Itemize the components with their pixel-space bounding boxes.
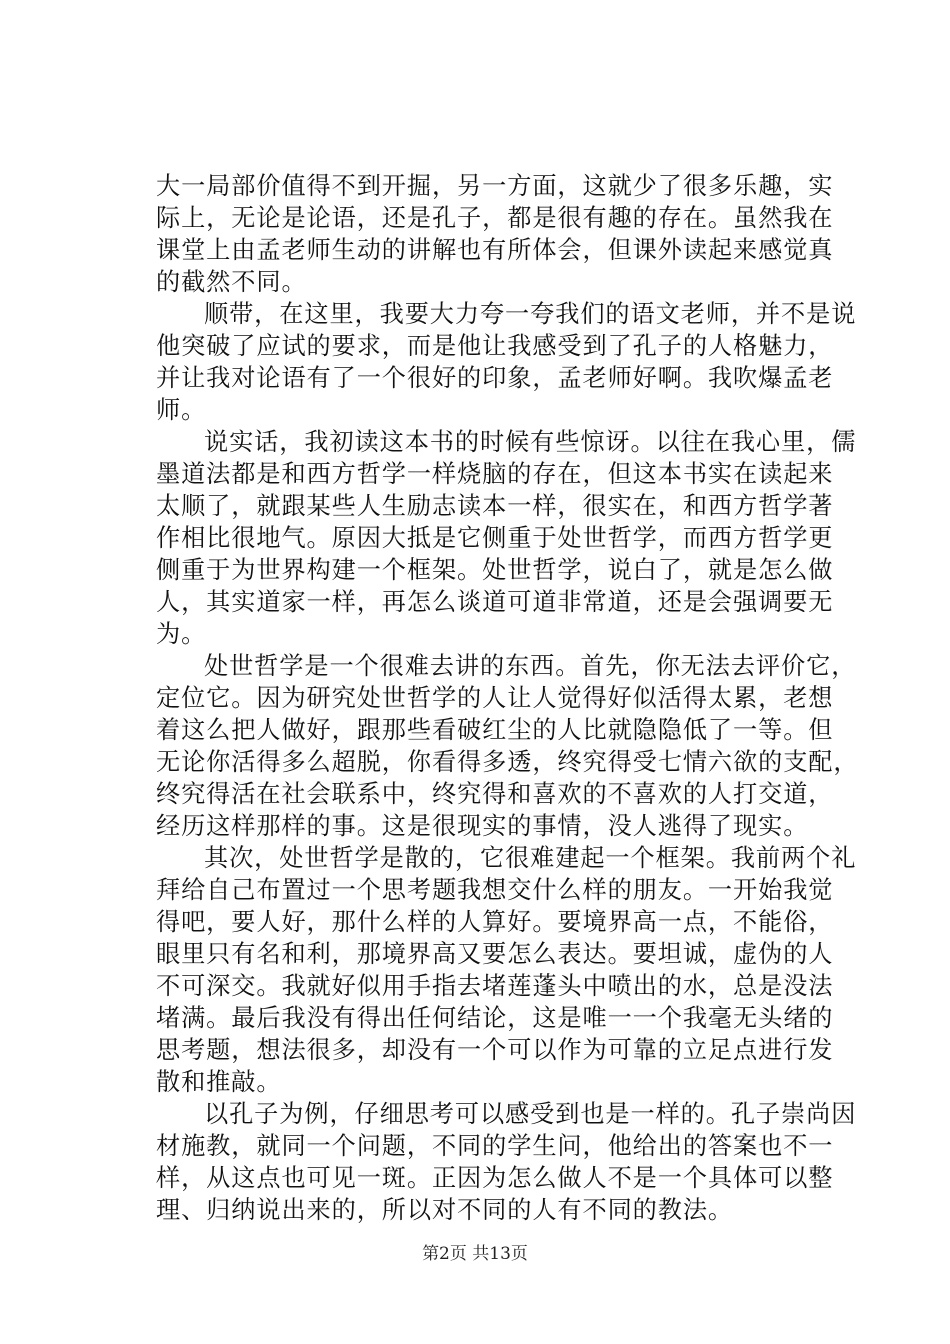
text-line: 材施教，就同一个问题，不同的学生问，他给出的答案也不一 xyxy=(156,1132,834,1160)
text-line: 定位它。因为研究处世哲学的人让人觉得好似活得太累，老想 xyxy=(156,684,834,712)
text-line-content: 说实话，我初读这本书的时候有些惊讶。以往在我心里，儒 xyxy=(204,428,857,456)
text-line: 并让我对论语有了一个很好的印象，孟老师好啊。我吹爆孟老 xyxy=(156,364,834,392)
paragraph xyxy=(156,426,857,650)
text-line: 他突破了应试的要求，而是他让我感受到了孔子的人格魅力， xyxy=(156,332,834,360)
text-line-content: 以孔子为例，仔细思考可以感受到也是一样的。孔子崇尚因 xyxy=(204,1100,857,1128)
text-line xyxy=(156,842,857,874)
text-line-content: 顺带，在这里，我要大力夸一夸我们的语文老师，并不是说 xyxy=(204,300,857,328)
text-line: 课堂上由孟老师生动的讲解也有所体会，但课外读起来感觉真 xyxy=(156,236,834,264)
text-line: 堵满。最后我没有得出任何结论，这是唯一一个我毫无头绪的 xyxy=(156,1004,834,1032)
text-line: 眼里只有名和利，那境界高又要怎么表达。要坦诚，虚伪的人 xyxy=(156,940,834,968)
text-line: 人，其实道家一样，再怎么谈道可道非常道，还是会强调要无 xyxy=(156,588,834,616)
paragraph xyxy=(156,1098,857,1226)
paragraph xyxy=(156,170,846,298)
text-line: 无论你活得多么超脱，你看得多透，终究得受七情六欲的支配， xyxy=(156,748,859,776)
text-line: 思考题，想法很多，却没有一个可以作为可靠的立足点进行发 xyxy=(156,1036,834,1064)
text-line-content: 其次，处世哲学是散的，它很难建起一个框架。我前两个礼 xyxy=(204,844,857,872)
text-line xyxy=(156,650,857,682)
text-line: 大一局部价值得不到开掘，另一方面，这就少了很多乐趣，实 xyxy=(156,172,834,200)
text-line: 得吧，要人好，那什么样的人算好。要境界高一点，不能俗， xyxy=(156,908,834,936)
text-line: 不可深交。我就好似用手指去堵莲蓬头中喷出的水，总是没法 xyxy=(156,972,834,1000)
paragraph xyxy=(156,650,859,842)
text-line: 太顺了，就跟某些人生励志读本一样，很实在，和西方哲学著 xyxy=(156,492,834,520)
paragraph xyxy=(156,842,857,1098)
text-line: 经历这样那样的事。这是很现实的事情，没人逃得了现实。 xyxy=(156,812,809,840)
text-line xyxy=(156,298,857,330)
text-line: 的截然不同。 xyxy=(156,268,307,296)
text-line: 样，从这点也可见一斑。正因为怎么做人不是一个具体可以整 xyxy=(156,1164,834,1192)
text-line: 墨道法都是和西方哲学一样烧脑的存在，但这本书实在读起来 xyxy=(156,460,834,488)
text-line: 为。 xyxy=(156,620,207,648)
page-number-footer: 第2页 共13页 xyxy=(422,1244,528,1264)
text-line xyxy=(156,1098,857,1130)
document-body xyxy=(156,170,859,1226)
paragraph xyxy=(156,298,857,426)
text-line-content: 处世哲学是一个很难去讲的东西。首先，你无法去评价它， xyxy=(204,652,857,680)
text-line: 际上，无论是论语，还是孔子，都是很有趣的存在。虽然我在 xyxy=(156,204,834,232)
text-line: 着这么把人做好，跟那些看破红尘的人比就隐隐低了一等。但 xyxy=(156,716,834,744)
text-line: 师。 xyxy=(156,396,207,424)
text-line: 侧重于为世界构建一个框架。处世哲学，说白了，就是怎么做 xyxy=(156,556,834,584)
text-line: 作相比很地气。原因大抵是它侧重于处世哲学，而西方哲学更 xyxy=(156,524,834,552)
text-line: 拜给自己布置过一个思考题我想交什么样的朋友。一开始我觉 xyxy=(156,876,834,904)
text-line: 终究得活在社会联系中，终究得和喜欢的不喜欢的人打交道， xyxy=(156,780,834,808)
text-line xyxy=(156,426,857,458)
text-line: 散和推敲。 xyxy=(156,1068,282,1096)
text-line: 理、归纳说出来的，所以对不同的人有不同的教法。 xyxy=(156,1196,734,1224)
